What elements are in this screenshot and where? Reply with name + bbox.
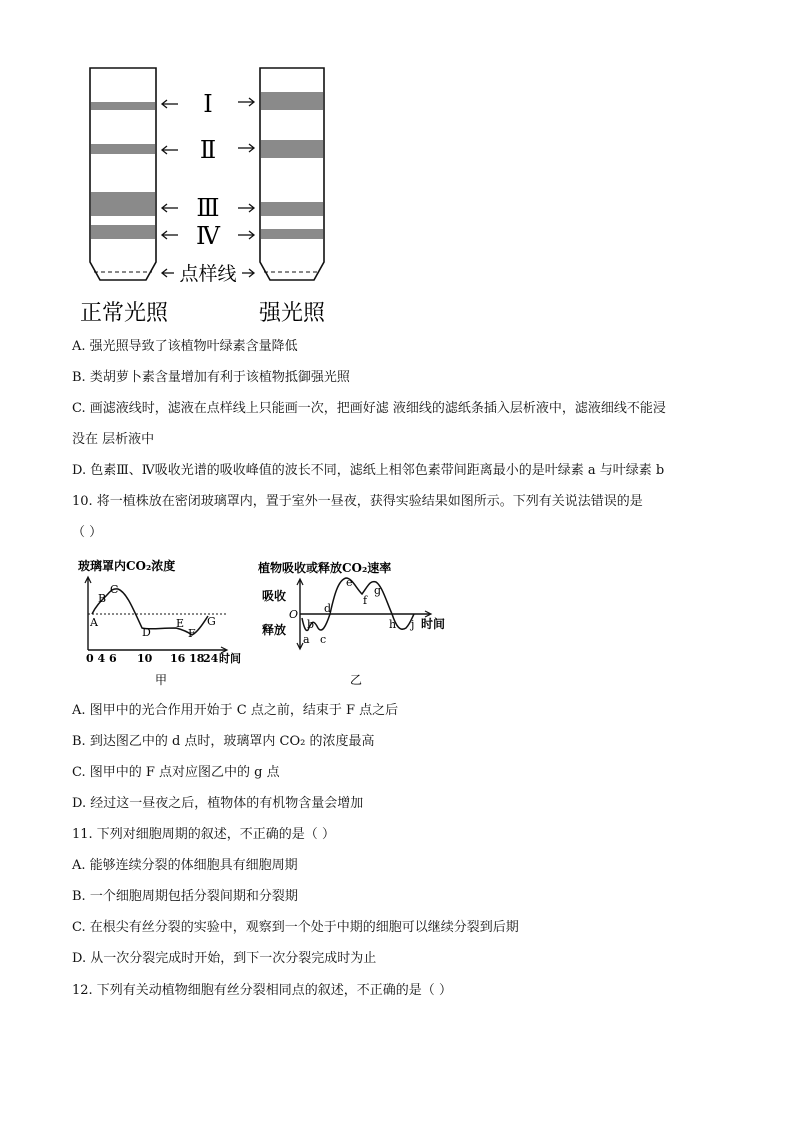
q9-option-c-cont: 没在 层析液中 (72, 432, 155, 447)
chart-yi-absorb: 吸收 (262, 589, 287, 603)
strong-light-caption: 强光照 (258, 301, 326, 326)
normal-band-2 (91, 144, 155, 154)
q10-paren: （ ） (72, 525, 103, 540)
point-e: e (346, 576, 353, 589)
tick-0-4-6: 0 4 6 (86, 652, 117, 665)
point-C: C (110, 583, 119, 596)
q11-option-a: A. 能够连续分裂的体细胞具有细胞周期 (72, 858, 298, 873)
normal-light-caption: 正常光照 (79, 301, 169, 326)
band-label-3: Ⅲ (196, 194, 220, 222)
chart-jia-title: 玻璃罩内CO₂浓度 (78, 559, 176, 573)
q10-option-d: D. 经过这一昼夜之后，植物体的有机物含量会增加 (72, 796, 364, 811)
q9-option-a: A. 强光照导致了该植物叶绿素含量降低 (72, 339, 298, 354)
tick-10: 10 (137, 652, 153, 665)
baseline-label: 点样线 (179, 263, 237, 285)
strong-band-3 (261, 202, 323, 216)
chart-yi-xunit: 时间 (421, 617, 446, 631)
normal-band-3 (91, 192, 155, 216)
point-B: B (98, 592, 107, 605)
q10-option-a: A. 图甲中的光合作用开始于 C 点之前，结束于 F 点之后 (72, 703, 399, 718)
tick-24: 24 (203, 652, 219, 665)
point-g: g (374, 584, 382, 597)
point-F: F (188, 627, 196, 640)
tick-16-18: 16 18 (170, 652, 205, 665)
q11-stem: 11. 下列对细胞周期的叙述，不正确的是（ ） (72, 827, 335, 842)
point-d: d (324, 602, 332, 615)
point-f: f (363, 594, 368, 607)
q10-stem: 10. 将一植株放在密闭玻璃罩内，置于室外一昼夜，获得实验结果如图所示。下列有关说法错误的是 (72, 494, 643, 509)
normal-band-1 (91, 102, 155, 110)
point-D: D (142, 626, 151, 639)
q11-option-b: B. 一个细胞周期包括分裂间期和分裂期 (72, 889, 298, 904)
strong-band-2 (261, 140, 323, 158)
point-a: a (303, 633, 310, 646)
chart-yi-curve (302, 578, 414, 631)
q12-stem: 12. 下列有关动植物细胞有丝分裂相同点的叙述，不正确的是（ ） (72, 983, 452, 998)
normal-band-4 (91, 225, 155, 239)
chart-jia-caption: 甲 (155, 673, 168, 687)
point-c: c (320, 633, 327, 646)
strong-band-1 (261, 92, 323, 110)
chart-yi-origin: O (289, 608, 299, 621)
chart-jia (76, 556, 256, 690)
chart-yi (256, 556, 466, 690)
q10-option-c: C. 图甲中的 F 点对应图乙中的 g 点 (72, 765, 280, 780)
chart-jia-xunit: 时间 (219, 652, 241, 665)
point-b: b (307, 618, 315, 631)
band-label-1: Ⅰ (203, 90, 213, 118)
band-arrows (162, 98, 254, 277)
q9-option-c: C. 画滤液线时，滤液在点样线上只能画一次，把画好滤 液细线的滤纸条插入层析液中，滤液细线不能浸 (72, 401, 666, 416)
point-h: h (389, 618, 397, 631)
point-A: A (90, 616, 98, 629)
q9-option-d: D. 色素Ⅲ、Ⅳ吸收光谱的吸收峰值的波长不同，滤纸上相邻色素带间距离最小的是叶绿素 a 与叶绿素 b (72, 463, 665, 478)
point-j: j (411, 618, 415, 631)
q10-option-b: B. 到达图乙中的 d 点时，玻璃罩内 CO₂ 的浓度最高 (72, 734, 375, 749)
band-label-2: Ⅱ (199, 136, 217, 164)
q11-option-d: D. 从一次分裂完成时开始，到下一次分裂完成时为止 (72, 951, 377, 966)
q9-option-b: B. 类胡萝卜素含量增加有利于该植物抵御强光照 (72, 370, 350, 385)
chart-yi-release: 释放 (262, 623, 287, 637)
chromatography-figure (78, 62, 348, 332)
chart-yi-caption: 乙 (350, 673, 363, 687)
chart-yi-title: 植物吸收或释放CO₂速率 (258, 561, 392, 575)
point-E: E (176, 617, 185, 630)
point-G: G (207, 615, 216, 628)
strong-band-4 (261, 229, 323, 239)
normal-light-strip (90, 68, 156, 280)
band-label-4: Ⅳ (196, 222, 220, 250)
q11-option-c: C. 在根尖有丝分裂的实验中，观察到一个处于中期的细胞可以继续分裂到后期 (72, 920, 519, 935)
